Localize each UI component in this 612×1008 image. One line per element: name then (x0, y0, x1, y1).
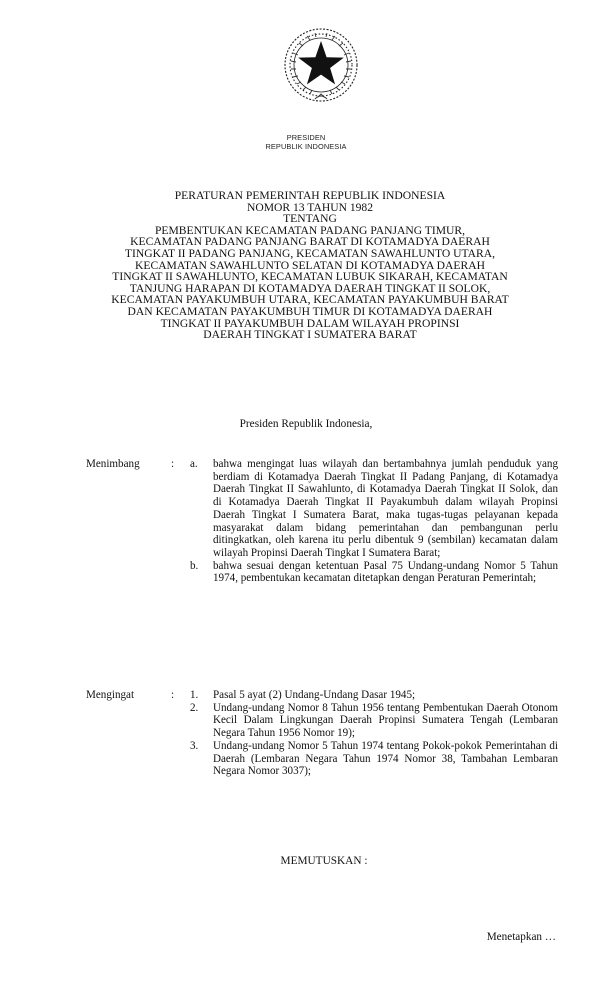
title-line: KECAMATAN PADANG PANJANG BARAT DI KOTAMADYA DAERAH (130, 235, 490, 249)
mengingat-item-2 (86, 702, 558, 740)
item-text: Pasal 5 ayat (2) Undang-Undang Dasar 1945; (213, 689, 416, 701)
mengingat-item-1 (86, 689, 558, 702)
menimbang-label: Menimbang (86, 458, 140, 470)
item-text: bahwa sesuai dengan ketentuan Pasal 75 Undang-undang Nomor 5 Tahun 1974, pembentukan kecamatan ditetapkan dengan Peraturan Pemerintah; (213, 559, 558, 585)
mengingat-label: Mengingat (86, 689, 135, 701)
menimbang-item-a (86, 458, 558, 560)
title-line: KECAMATAN PAYAKUMBUH UTARA, KECAMATAN PAYAKUMBUH BARAT (111, 293, 509, 307)
title-line: TINGKAT II SAWAHLUNTO, KECAMATAN LUBUK SIKARAH, KECAMATAN (112, 270, 508, 284)
item-marker: 1. (190, 689, 199, 701)
president-salutation: Presiden Republik Indonesia, (239, 418, 373, 430)
title-line: TENTANG (283, 212, 337, 226)
title-line: TINGKAT II PAYAKUMBUH DALAM WILAYAH PROPINSI (160, 316, 460, 330)
memutuskan-heading: MEMUTUSKAN : (280, 855, 368, 867)
mengingat-item-3 (86, 740, 558, 778)
item-marker: 3. (190, 739, 199, 752)
item-marker: a. (190, 458, 198, 470)
title-line: KECAMATAN SAWAHLUNTO SELATAN DI KOTAMADYA DAERAH (135, 258, 485, 272)
regulation-title (60, 190, 560, 341)
mengingat-colon: : (171, 689, 175, 701)
menimbang-section (86, 458, 558, 585)
title-line: PEMBENTUKAN KECAMATAN PADANG PANJANG TIMUR, (154, 223, 466, 237)
letterhead-republik-indonesia: REPUBLIK INDONESIA (265, 142, 347, 151)
title-line: DAERAH TINGKAT I SUMATERA BARAT (203, 328, 417, 342)
title-line: PERATURAN PEMERINTAH REPUBLIK INDONESIA (174, 189, 446, 202)
title-line: TANJUNG HARAPAN DI KOTAMADYA DAERAH TINGKAT II SOLOK, (129, 281, 491, 295)
letterhead-presiden: PRESIDEN (286, 133, 326, 142)
title-line: TINGKAT II PADANG PANJANG, KECAMATAN SAWAHLUNTO UTARA, (124, 246, 496, 260)
item-text: Undang-undang Nomor 5 Tahun 1974 tentang Pokok-pokok Pemerintahan di Daerah (Lembaran Negara Tahun 1974 Nomor 38, Tambahan Lembaran Negara Nomor 3037); (213, 739, 558, 778)
title-line: DAN KECAMATAN PAYAKUMBUH TIMUR DI KOTAMADYA DAERAH (127, 304, 493, 318)
mengingat-section (86, 689, 558, 778)
item-text: bahwa mengingat luas wilayah dan bertambahnya jumlah penduduk yang berdiam di Kotamadya Daerah Tingkat II Padang Panjang, di Kotamadya Daerah Tingkat II Sawahlunto, di Kotamadya Daerah Tingkat II Solok, dan di Kotamadya Daerah Tingkat II Payakumbuh dalam wilayah Propinsi Daerah Tingkat I Sumatera Barat, maka tugas-tugas pelayanan kepada masyarakat dalam bidang pemerintahan dan pembangunan perlu ditingkatkan, oleh karena itu perlu dibentuk 9 (sembilan) kecamatan dalam wilayah Propinsi Daerah Tingkat I Sumatera Barat; (213, 458, 558, 559)
item-marker: b. (190, 559, 199, 572)
title-line: NOMOR 13 TAHUN 1982 (246, 200, 374, 214)
next-page-catchword: Menetapkan … (486, 931, 556, 943)
item-marker: 2. (190, 701, 199, 714)
menimbang-colon: : (171, 458, 175, 470)
menimbang-item-b (86, 560, 558, 585)
item-text: Undang-undang Nomor 8 Tahun 1956 tentang Pembentukan Daerah Otonom Kecil Dalam Lingkungan Daerah Propinsi Sumatera Tengah (Lembaran Negara Tahun 1956 Nomor 19); (213, 701, 558, 740)
garuda-star-wreath-emblem-icon (279, 23, 363, 107)
